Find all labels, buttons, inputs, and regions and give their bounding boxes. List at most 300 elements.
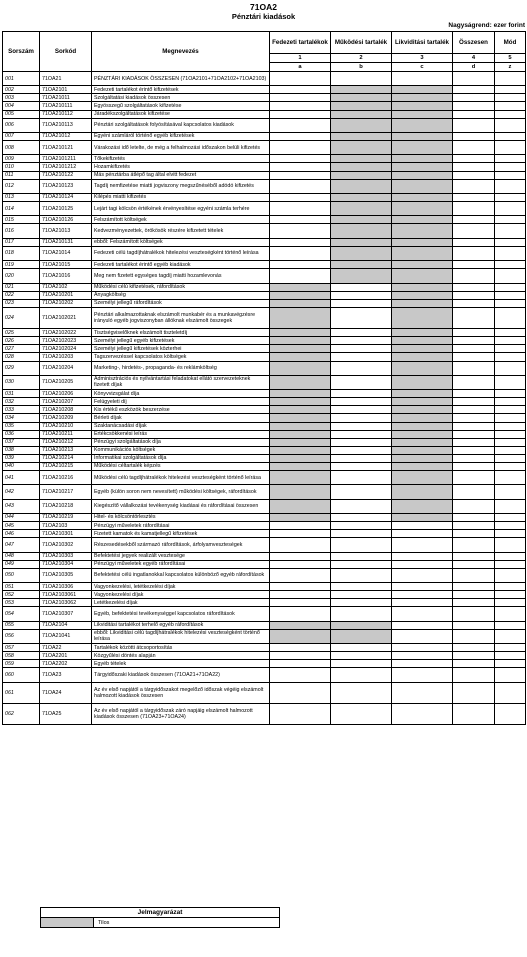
cell-mukodesi[interactable] [331,422,392,430]
cell-likviditasi[interactable] [392,599,453,607]
cell-fedezeti[interactable] [270,193,331,201]
table-row [3,86,526,94]
cell-fedezeti[interactable] [270,269,331,283]
cell-mod[interactable] [495,329,526,337]
cell-mukodesi[interactable] [331,438,392,446]
cell-fedezeti[interactable] [270,216,331,224]
cell-osszesen[interactable] [453,644,495,652]
cell-osszesen[interactable] [453,94,495,102]
cell-mod[interactable] [495,583,526,591]
row-code: 71OA23 [40,668,92,682]
cell-mod[interactable] [495,406,526,414]
row-code: 71OA210301 [40,530,92,538]
col-number: 1 [270,54,331,63]
cell-likviditasi[interactable] [392,568,453,582]
cell-mukodesi[interactable] [331,471,392,485]
cell-likviditasi[interactable] [392,538,453,552]
cell-osszesen[interactable] [453,299,495,307]
cell-osszesen[interactable] [453,652,495,660]
cell-mod[interactable] [495,454,526,462]
row-description: Hozamkifizetés [92,163,270,171]
cell-fedezeti [270,471,331,485]
cell-fedezeti[interactable] [270,591,331,599]
cell-mod[interactable] [495,202,526,216]
cell-osszesen[interactable] [453,337,495,345]
cell-mod[interactable] [495,291,526,299]
cell-fedezeti[interactable] [270,583,331,591]
cell-mukodesi[interactable] [331,291,392,299]
row-code: 71OA210126 [40,216,92,224]
cell-likviditasi [392,118,453,132]
table-row [3,599,526,607]
cell-mukodesi [331,141,392,155]
cell-likviditasi[interactable] [392,652,453,660]
cell-mod[interactable] [495,261,526,269]
cell-osszesen[interactable] [453,102,495,110]
cell-osszesen[interactable] [453,471,495,485]
cell-mukodesi[interactable] [331,703,392,724]
cell-mod[interactable] [495,499,526,513]
col-number: 4 [453,54,495,63]
cell-likviditasi[interactable] [392,552,453,560]
cell-osszesen[interactable] [453,660,495,668]
cell-osszesen[interactable] [453,462,495,470]
cell-osszesen[interactable] [453,591,495,599]
cell-osszesen[interactable] [453,682,495,703]
cell-likviditasi[interactable] [392,682,453,703]
cell-likviditasi [392,283,453,291]
cell-mod[interactable] [495,141,526,155]
cell-mod[interactable] [495,171,526,179]
cell-mukodesi[interactable] [331,390,392,398]
cell-mukodesi [331,261,392,269]
row-code: 71OA210217 [40,485,92,499]
row-code: 71OA2103061 [40,591,92,599]
cell-mod[interactable] [495,568,526,582]
cell-mukodesi[interactable] [331,652,392,660]
row-description: Tartalékok közötti átcsoportosítás [92,644,270,652]
cell-mukodesi[interactable] [331,560,392,568]
row-description: Egyéni számláról történő egyéb kifizetések [92,132,270,140]
cell-mod[interactable] [495,283,526,291]
cell-fedezeti[interactable] [270,560,331,568]
cell-mukodesi[interactable] [331,552,392,560]
cell-likviditasi[interactable] [392,607,453,621]
cell-osszesen[interactable] [453,132,495,140]
cell-mukodesi[interactable] [331,668,392,682]
row-description: Részesedésekből származó ráfordítások, árfolyamveszteségek [92,538,270,552]
cell-likviditasi[interactable] [392,703,453,724]
row-number: 060 [3,668,40,682]
cell-osszesen[interactable] [453,390,495,398]
row-description: Értékcsökkenési leírás [92,430,270,438]
cell-mod[interactable] [495,538,526,552]
cell-mukodesi[interactable] [331,361,392,375]
cell-osszesen[interactable] [453,202,495,216]
cell-likviditasi[interactable] [392,591,453,599]
cell-likviditasi[interactable] [392,583,453,591]
cell-fedezeti [270,621,331,629]
row-description: Kiegészítő vállalkozási tevékenység kiadásai és ráfordításai összesen [92,499,270,513]
cell-osszesen[interactable] [453,345,495,353]
cell-mukodesi[interactable] [331,299,392,307]
cell-mod[interactable] [495,398,526,406]
cell-likviditasi [392,422,453,430]
cell-osszesen[interactable] [453,668,495,682]
cell-mod[interactable] [495,552,526,560]
cell-fedezeti[interactable] [270,668,331,682]
table-row [3,703,526,724]
cell-osszesen[interactable] [453,621,495,629]
cell-mod[interactable] [495,110,526,118]
cell-osszesen[interactable] [453,375,495,389]
cell-mukodesi[interactable] [331,682,392,703]
cell-fedezeti[interactable] [270,660,331,668]
cell-fedezeti[interactable] [270,163,331,171]
col-header-mukodesi: Működési tartalék [331,32,392,54]
row-number: 003 [3,94,40,102]
cell-mod[interactable] [495,599,526,607]
cell-mod[interactable] [495,299,526,307]
cell-fedezeti[interactable] [270,224,331,238]
table-row [3,422,526,430]
row-description: Fedezeti tartalékot érintő kifizetések [92,86,270,94]
table-row [3,337,526,345]
cell-mukodesi[interactable] [331,591,392,599]
cell-mod[interactable] [495,629,526,643]
cell-osszesen[interactable] [453,422,495,430]
cell-mod[interactable] [495,485,526,499]
cell-mod[interactable] [495,522,526,530]
cell-osszesen[interactable] [453,155,495,163]
cell-mod[interactable] [495,414,526,422]
cell-mukodesi[interactable] [331,599,392,607]
cell-fedezeti[interactable] [270,599,331,607]
table-row [3,110,526,118]
cell-mod[interactable] [495,530,526,538]
table-row [3,499,526,513]
cell-mod[interactable] [495,644,526,652]
cell-mod[interactable] [495,163,526,171]
row-number: 038 [3,446,40,454]
cell-mod[interactable] [495,345,526,353]
cell-osszesen[interactable] [453,141,495,155]
row-description: ebből: Felszámított költségek [92,238,270,246]
cell-osszesen[interactable] [453,353,495,361]
cell-fedezeti[interactable] [270,552,331,560]
cell-mod[interactable] [495,353,526,361]
cell-mod[interactable] [495,607,526,621]
table-row [3,353,526,361]
cell-osszesen[interactable] [453,291,495,299]
row-number: 041 [3,471,40,485]
row-code: 71OA210202 [40,299,92,307]
cell-osszesen[interactable] [453,269,495,283]
cell-mod[interactable] [495,238,526,246]
cell-mukodesi[interactable] [331,283,392,291]
cell-likviditasi[interactable] [392,72,453,86]
cell-mod[interactable] [495,193,526,201]
cell-likviditasi[interactable] [392,560,453,568]
row-number: 002 [3,86,40,94]
cell-mukodesi[interactable] [331,307,392,328]
cell-fedezeti [270,345,331,353]
cell-mod[interactable] [495,438,526,446]
cell-mod[interactable] [495,246,526,260]
cell-mod[interactable] [495,86,526,94]
cell-fedezeti[interactable] [270,102,331,110]
cell-osszesen[interactable] [453,530,495,538]
row-number: 055 [3,621,40,629]
cell-likviditasi [392,337,453,345]
cell-osszesen[interactable] [453,446,495,454]
cell-osszesen[interactable] [453,552,495,560]
cell-osszesen[interactable] [453,599,495,607]
cell-mukodesi[interactable] [331,485,392,499]
row-number: 028 [3,353,40,361]
table-row [3,345,526,353]
cell-mukodesi[interactable] [331,583,392,591]
cell-fedezeti[interactable] [270,72,331,86]
row-number: 035 [3,422,40,430]
cell-osszesen[interactable] [453,224,495,238]
cell-mod[interactable] [495,652,526,660]
cell-osszesen[interactable] [453,583,495,591]
cell-mukodesi[interactable] [331,398,392,406]
cell-fedezeti[interactable] [270,538,331,552]
cell-mod[interactable] [495,682,526,703]
cell-osszesen[interactable] [453,568,495,582]
cell-osszesen[interactable] [453,560,495,568]
row-code: 71OA210204 [40,361,92,375]
cell-fedezeti[interactable] [270,132,331,140]
cell-fedezeti[interactable] [270,141,331,155]
cell-osszesen[interactable] [453,171,495,179]
row-number: 018 [3,246,40,260]
cell-osszesen[interactable] [453,283,495,291]
row-number: 013 [3,193,40,201]
cell-likviditasi[interactable] [392,668,453,682]
cell-mod[interactable] [495,430,526,438]
cell-mukodesi[interactable] [331,462,392,470]
cell-mod[interactable] [495,462,526,470]
cell-osszesen[interactable] [453,261,495,269]
cell-likviditasi[interactable] [392,660,453,668]
cell-osszesen[interactable] [453,513,495,521]
cell-mod[interactable] [495,446,526,454]
cell-osszesen[interactable] [453,163,495,171]
cell-mod[interactable] [495,307,526,328]
cell-likviditasi[interactable] [392,644,453,652]
cell-mod[interactable] [495,660,526,668]
cell-fedezeti[interactable] [270,568,331,582]
cell-mukodesi[interactable] [331,530,392,538]
cell-mod[interactable] [495,132,526,140]
cell-fedezeti[interactable] [270,86,331,94]
row-number: 023 [3,299,40,307]
cell-osszesen[interactable] [453,485,495,499]
cell-mod[interactable] [495,621,526,629]
cell-osszesen[interactable] [453,216,495,224]
cell-fedezeti[interactable] [270,682,331,703]
cell-osszesen[interactable] [453,499,495,513]
cell-likviditasi[interactable] [392,629,453,643]
cell-likviditasi [392,132,453,140]
row-number: 009 [3,155,40,163]
cell-mukodesi[interactable] [331,337,392,345]
cell-mod[interactable] [495,155,526,163]
cell-fedezeti[interactable] [270,118,331,132]
cell-mukodesi[interactable] [331,406,392,414]
row-code: 71OA210208 [40,406,92,414]
table-row [3,202,526,216]
cell-mukodesi[interactable] [331,446,392,454]
cell-osszesen[interactable] [453,538,495,552]
row-description: Tagdíj nemfizetése miatti jogviszony megszűnéséből adódó kifizetés [92,179,270,193]
cell-mod[interactable] [495,94,526,102]
cell-fedezeti [270,390,331,398]
cell-osszesen[interactable] [453,629,495,643]
cell-osszesen[interactable] [453,193,495,201]
cell-mod[interactable] [495,703,526,724]
cell-fedezeti [270,414,331,422]
cell-likviditasi [392,155,453,163]
cell-mod[interactable] [495,72,526,86]
cell-mukodesi[interactable] [331,72,392,86]
cell-osszesen[interactable] [453,86,495,94]
row-number: 050 [3,568,40,582]
cell-mukodesi[interactable] [331,568,392,582]
cell-mukodesi[interactable] [331,414,392,422]
cell-osszesen[interactable] [453,406,495,414]
cell-mukodesi[interactable] [331,430,392,438]
cell-fedezeti[interactable] [270,94,331,102]
cell-mukodesi[interactable] [331,513,392,521]
cell-fedezeti[interactable] [270,530,331,538]
cell-mod[interactable] [495,337,526,345]
cell-mod[interactable] [495,513,526,521]
cell-mukodesi[interactable] [331,660,392,668]
cell-likviditasi[interactable] [392,522,453,530]
cell-fedezeti[interactable] [270,202,331,216]
cell-mod[interactable] [495,471,526,485]
row-description: Felszámított költségek [92,216,270,224]
cell-fedezeti[interactable] [270,652,331,660]
table-row [3,438,526,446]
cell-mod[interactable] [495,591,526,599]
cell-osszesen[interactable] [453,307,495,328]
cell-osszesen[interactable] [453,454,495,462]
cell-mod[interactable] [495,118,526,132]
table-row [3,94,526,102]
cell-likviditasi[interactable] [392,621,453,629]
cell-mukodesi[interactable] [331,499,392,513]
cell-mukodesi[interactable] [331,375,392,389]
cell-fedezeti [270,299,331,307]
table-row [3,163,526,171]
cell-mukodesi[interactable] [331,454,392,462]
cell-mod[interactable] [495,102,526,110]
row-description: Anyagköltség [92,291,270,299]
cell-osszesen[interactable] [453,607,495,621]
cell-fedezeti[interactable] [270,155,331,163]
cell-osszesen[interactable] [453,361,495,375]
table-row [3,155,526,163]
cell-mod[interactable] [495,224,526,238]
cell-likviditasi [392,406,453,414]
cell-mod[interactable] [495,390,526,398]
row-number: 043 [3,499,40,513]
cell-fedezeti[interactable] [270,238,331,246]
cell-osszesen[interactable] [453,110,495,118]
cell-osszesen[interactable] [453,118,495,132]
cell-fedezeti[interactable] [270,246,331,260]
cell-mukodesi[interactable] [331,607,392,621]
cell-mod[interactable] [495,668,526,682]
cell-mukodesi[interactable] [331,353,392,361]
cell-likviditasi[interactable] [392,530,453,538]
cell-fedezeti[interactable] [270,179,331,193]
cell-fedezeti[interactable] [270,703,331,724]
cell-mukodesi[interactable] [331,538,392,552]
row-number: 034 [3,414,40,422]
cell-fedezeti[interactable] [270,261,331,269]
cell-osszesen[interactable] [453,238,495,246]
cell-osszesen[interactable] [453,398,495,406]
cell-osszesen[interactable] [453,414,495,422]
row-number: 037 [3,438,40,446]
cell-mukodesi[interactable] [331,644,392,652]
row-code: 71OA2103 [40,522,92,530]
row-description: Egyéb (külön soron nem nevesített) működési költségek, ráfordítások [92,485,270,499]
cell-osszesen[interactable] [453,522,495,530]
row-code: 71OA2102024 [40,345,92,353]
cell-mod[interactable] [495,422,526,430]
legend-swatch [41,918,94,927]
cell-fedezeti[interactable] [270,607,331,621]
cell-fedezeti[interactable] [270,644,331,652]
cell-mukodesi[interactable] [331,345,392,353]
cell-fedezeti[interactable] [270,110,331,118]
cell-osszesen[interactable] [453,438,495,446]
cell-mod[interactable] [495,216,526,224]
cell-fedezeti[interactable] [270,522,331,530]
cell-mod[interactable] [495,560,526,568]
cell-mod[interactable] [495,269,526,283]
cell-mod[interactable] [495,361,526,375]
cell-mukodesi[interactable] [331,522,392,530]
row-number: 017 [3,238,40,246]
row-code: 71OA21016 [40,269,92,283]
cell-mukodesi[interactable] [331,329,392,337]
row-code: 71OA210207 [40,398,92,406]
cell-fedezeti[interactable] [270,171,331,179]
cell-osszesen[interactable] [453,703,495,724]
cell-likviditasi [392,329,453,337]
row-description: Informatikai szolgáltatások díja [92,454,270,462]
cell-osszesen[interactable] [453,430,495,438]
cell-likviditasi [392,499,453,513]
cell-mukodesi [331,246,392,260]
cell-mod[interactable] [495,375,526,389]
cell-osszesen[interactable] [453,72,495,86]
row-description: Tagszervezéssel kapcsolatos költségek [92,353,270,361]
cell-osszesen[interactable] [453,329,495,337]
cell-mod[interactable] [495,179,526,193]
table-row [3,446,526,454]
cell-osszesen[interactable] [453,246,495,260]
cell-osszesen[interactable] [453,179,495,193]
